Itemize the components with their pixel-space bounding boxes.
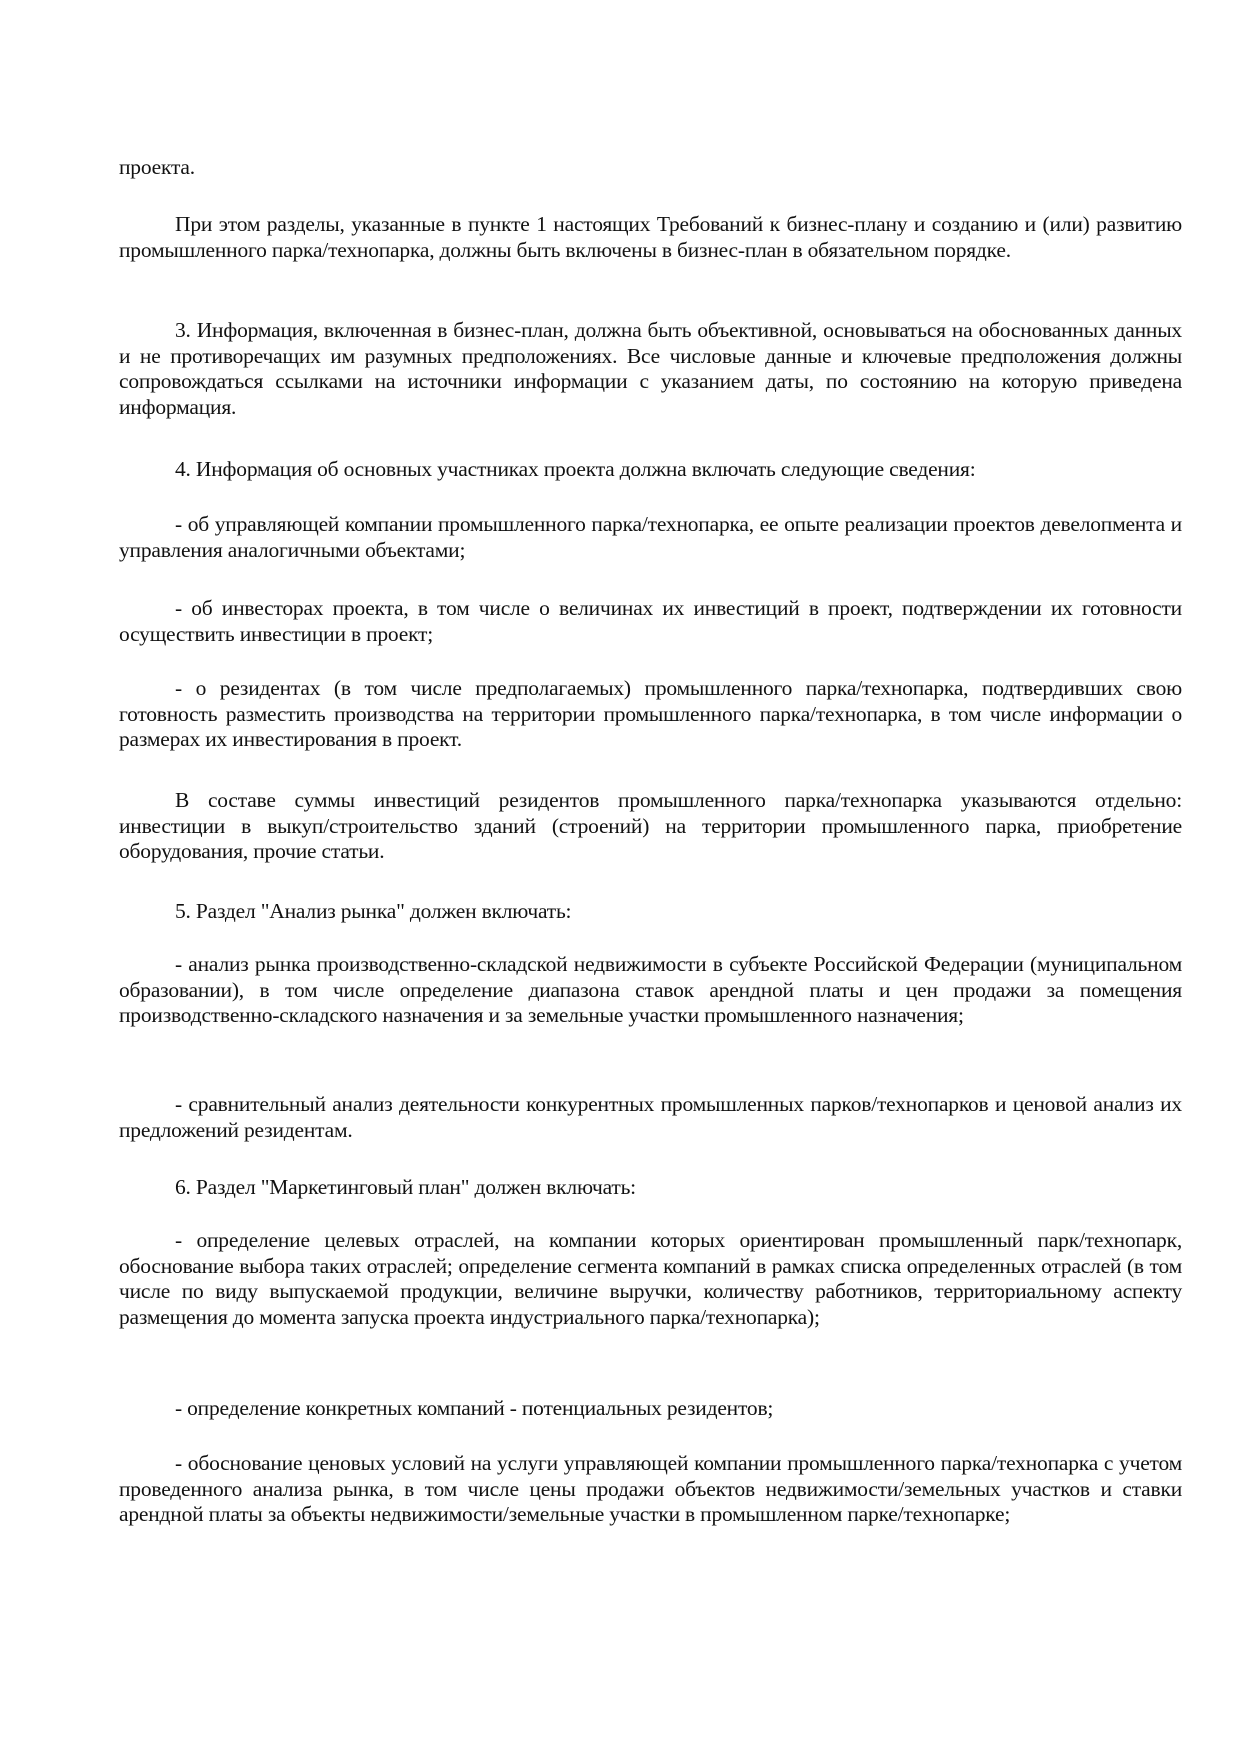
- paragraph-management-company: - об управляющей компании промышленного парка/технопарка, ее опыте реализации проектов девелопмента и управления аналогичными объектами;: [119, 512, 1182, 562]
- paragraph-item-4: 4. Информация об основных участниках проекта должна включать следующие сведения:: [175, 457, 976, 481]
- paragraph-potential-residents: - определение конкретных компаний - потенциальных резидентов;: [175, 1396, 774, 1420]
- paragraph-residents: - о резидентах (в том числе предполагаемых) промышленного парка/технопарка, подтвердивших свою готовность разместить производства на территории промышленного парка/технопарка, в том числе информации о размерах их инвестирования в проект.: [119, 676, 1182, 751]
- paragraph-pricing-conditions: - обоснование ценовых условий на услуги управляющей компании промышленного парка/технопарка с учетом проведенного анализа рынка, в том числе цены продажи объектов недвижимости/земельных участков и ставки арендной платы за объекты недвижимости/земельные участки в промышленном парке/технопарке;: [119, 1451, 1182, 1526]
- paragraph-competitive-analysis: - сравнительный анализ деятельности конкурентных промышленных парков/технопарков и ценовой анализ их предложений резидентам.: [119, 1092, 1182, 1142]
- paragraph-market-analysis: - анализ рынка производственно-складской недвижимости в субъекте Российской Федерации (муниципальном образовании), в том числе определение диапазона ставок арендной платы и цен продажи за помещения производственно-складского назначения и за земельные участки промышленного назначения;: [119, 952, 1182, 1027]
- paragraph-investors: - об инвесторах проекта, в том числе о величинах их инвестиций в проект, подтверждении их готовности осуществить инвестиции в проект;: [119, 596, 1182, 646]
- paragraph-item-5: 5. Раздел "Анализ рынка" должен включать:: [175, 899, 572, 923]
- paragraph-continuation: проекта.: [119, 155, 195, 179]
- paragraph-item-3: 3. Информация, включенная в бизнес-план, должна быть объективной, основываться на обоснованных данных и не противоречащих им разумных предположениях. Все числовые данные и ключевые предположения должны сопровождаться ссылками на источники информации с указанием даты, по состоянию на которую приведена информация.: [119, 318, 1182, 419]
- paragraph-resident-investments: В составе суммы инвестиций резидентов промышленного парка/технопарка указываются отдельно: инвестиции в выкуп/строительство зданий (строений) на территории промышленного парка, приобретение оборудования, прочие статьи.: [119, 788, 1182, 863]
- paragraph-sections-required: При этом разделы, указанные в пункте 1 настоящих Требований к бизнес-плану и созданию и (или) развитию промышленного парка/технопарка, должны быть включены в бизнес-план в обязательном порядке.: [119, 212, 1182, 262]
- paragraph-item-6: 6. Раздел "Маркетинговый план" должен включать:: [175, 1175, 636, 1199]
- paragraph-target-industries: - определение целевых отраслей, на компании которых ориентирован промышленный парк/технопарк, обоснование выбора таких отраслей; определение сегмента компаний в рамках списка определенных отраслей (в том числе по виду выпускаемой продукции, величине выручки, количеству работников, территориальному аспекту размещения до момента запуска проекта индустриального парка/технопарка);: [119, 1228, 1182, 1329]
